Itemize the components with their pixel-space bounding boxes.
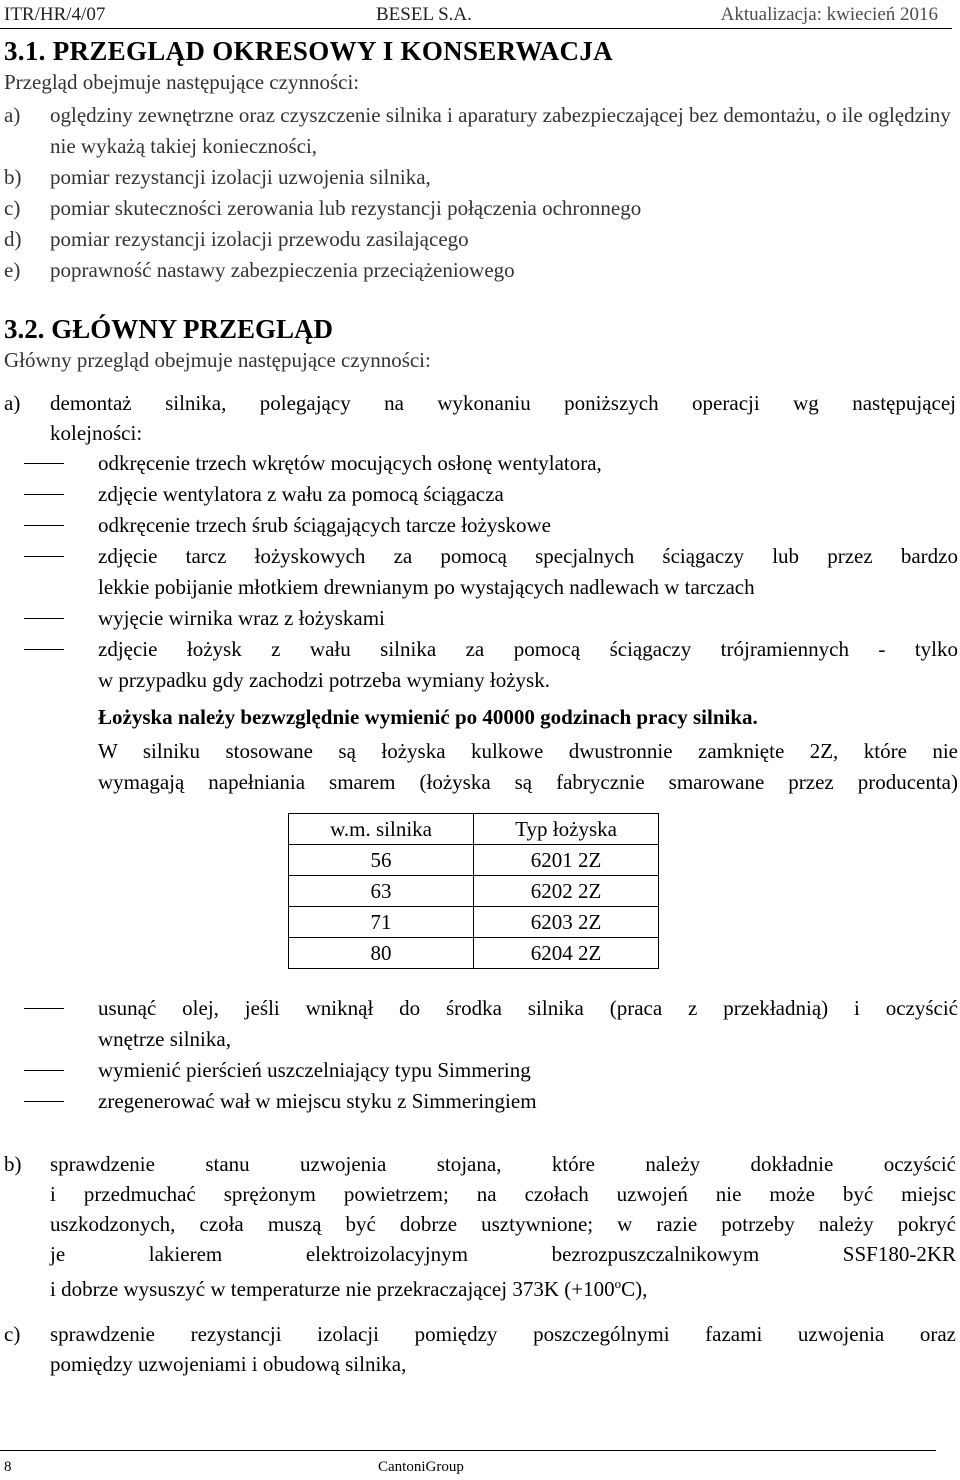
bearing-table — [288, 813, 659, 969]
table-cell: 6203 2Z — [474, 907, 659, 938]
list-item — [4, 224, 954, 255]
degree-superscript: o — [614, 1276, 622, 1291]
footer-divider — [0, 1450, 936, 1451]
doc-code: ITR/HR/4/07 — [4, 4, 106, 25]
page-number: 8 — [4, 1459, 12, 1475]
table-cell: 56 — [289, 845, 474, 876]
bearing-info-note — [98, 736, 958, 798]
item-c-line: pomiędzy uzwojeniami i obudową silnika, — [50, 1352, 407, 1376]
list-marker: a) — [4, 391, 21, 415]
step-text: zdjęcie wentylatora z wału za pomocą ściągacza — [98, 482, 504, 506]
footer-company: CantoniGroup — [378, 1459, 464, 1475]
step-item — [24, 541, 958, 603]
list-item-text: oględziny zewnętrzne oraz czyszczenie silnika i aparatury zabezpieczającej bez demontażu, o ile oględziny nie wykażą takiej konieczności, — [50, 103, 951, 158]
list-item — [4, 162, 954, 193]
step-text: odkręcenie trzech wkrętów mocujących osłonę wentylatora, — [98, 451, 602, 475]
step-text-continued: wnętrze silnika, — [98, 1027, 231, 1051]
step-text-continued: lekkie pobijanie młotkiem drewnianym po wystających nadlewach w tarczach — [98, 575, 755, 599]
column-header: w.m. silnika — [289, 814, 474, 845]
step-text: zdjęcie łożysk z wału silnika za pomocą ściągaczy trójramiennych - tylko — [98, 637, 958, 661]
step-text: zdjęcie tarcz łożyskowych za pomocą specjalnych ściągaczy lub przez bardzo — [98, 544, 958, 568]
section-2-intro: Główny przegląd obejmuje następujące czynności: — [4, 348, 431, 372]
item-a — [4, 388, 956, 448]
column-header: Typ łożyska — [474, 814, 659, 845]
item-b-line: sprawdzenie stanu uzwojenia stojana, które należy dokładnie oczyścić — [50, 1152, 956, 1176]
item-b-line — [50, 1269, 956, 1304]
item-a-line: demontaż silnika, polegający na wykonaniu poniższych operacji wg następującej — [50, 391, 956, 415]
dash-bullet — [24, 1070, 64, 1071]
list-marker: a) — [4, 103, 21, 127]
table-row — [289, 907, 659, 938]
list-marker: d) — [4, 227, 22, 251]
list-item-text: pomiar rezystancji izolacji uzwojenia silnika, — [50, 165, 431, 189]
dash-bullet — [24, 556, 64, 557]
disassembly-steps — [24, 448, 958, 696]
section-1-list — [4, 100, 954, 286]
section-1-intro: Przegląd obejmuje następujące czynności: — [4, 70, 360, 94]
table-cell: 80 — [289, 938, 474, 969]
dash-bullet — [24, 618, 64, 619]
step-text: wymienić pierścień uszczelniający typu Simmering — [98, 1058, 531, 1082]
dash-bullet — [24, 1101, 64, 1102]
step-item — [24, 479, 958, 510]
item-b-text: i dobrze wysuszyć w temperaturze nie przekraczającej 373K (+100 — [50, 1277, 615, 1301]
table-row — [289, 876, 659, 907]
dash-bullet — [24, 463, 64, 464]
item-b — [4, 1149, 956, 1304]
maintenance-steps — [24, 993, 958, 1117]
list-item-text: pomiar skuteczności zerowania lub rezystancji połączenia ochronnego — [50, 196, 642, 220]
table-cell: 71 — [289, 907, 474, 938]
header-company: BESEL S.A. — [376, 4, 472, 25]
step-text: zregenerować wał w miejscu styku z Simmeringiem — [98, 1089, 537, 1113]
list-marker: c) — [4, 1322, 21, 1346]
step-item — [24, 510, 958, 541]
list-item-text: poprawność nastawy zabezpieczenia przeciążeniowego — [50, 258, 515, 282]
list-item — [4, 100, 954, 162]
list-item-text: pomiar rezystancji izolacji przewodu zasilającego — [50, 227, 469, 251]
table-cell: 63 — [289, 876, 474, 907]
dash-bullet — [24, 494, 64, 495]
table-cell: 6201 2Z — [474, 845, 659, 876]
table-cell: 6204 2Z — [474, 938, 659, 969]
step-text: usunąć olej, jeśli wniknął do środka silnika (praca z przekładnią) i oczyścić — [98, 996, 958, 1020]
item-b-line: je lakierem elektroizolacyjnym bezrozpuszczalnikowym SSF180-2KR — [50, 1242, 956, 1266]
list-marker: b) — [4, 165, 22, 189]
item-b-text: C), — [621, 1277, 648, 1301]
section-1-title: 3.1. PRZEGLĄD OKRESOWY I KONSERWACJA — [4, 36, 613, 66]
table-cell: 6202 2Z — [474, 876, 659, 907]
step-item — [24, 1086, 958, 1117]
step-text: wyjęcie wirnika wraz z łożyskami — [98, 606, 385, 630]
list-marker: b) — [4, 1152, 22, 1176]
list-marker: c) — [4, 196, 21, 220]
note-line: wymagają napełniania smarem (łożyska są fabrycznie smarowane przez producenta) — [98, 770, 958, 794]
update-date: Aktualizacja: kwiecień 2016 — [720, 4, 938, 25]
item-a-line: kolejności: — [50, 421, 143, 445]
table-header-row — [289, 814, 659, 845]
step-text: odkręcenie trzech śrub ściągających tarcze łożyskowe — [98, 513, 552, 537]
dash-bullet — [24, 649, 64, 650]
step-text-continued: w przypadku gdy zachodzi potrzeba wymiany łożysk. — [98, 668, 550, 692]
step-item — [24, 634, 958, 696]
table-row — [289, 938, 659, 969]
header-divider — [0, 28, 952, 29]
step-item — [24, 448, 958, 479]
dash-bullet — [24, 525, 64, 526]
step-item — [24, 603, 958, 634]
section-2-title: 3.2. GŁÓWNY PRZEGLĄD — [4, 314, 334, 344]
item-c — [4, 1319, 956, 1379]
note-line: W silniku stosowane są łożyska kulkowe dwustronnie zamknięte 2Z, które nie — [98, 739, 958, 763]
list-item — [4, 193, 954, 224]
list-marker: e) — [4, 258, 21, 282]
list-item — [4, 255, 954, 286]
table-row — [289, 845, 659, 876]
step-item — [24, 1055, 958, 1086]
page-header — [0, 2, 960, 28]
item-b-line: i przedmuchać sprężonym powietrzem; na czołach uzwojeń nie może być miejsc — [50, 1182, 956, 1206]
dash-bullet — [24, 1008, 64, 1009]
bearing-replacement-note: Łożyska należy bezwzględnie wymienić po 40000 godzinach pracy silnika. — [98, 705, 758, 729]
item-c-line: sprawdzenie rezystancji izolacji pomiędzy poszczególnymi fazami uzwojenia oraz — [50, 1322, 956, 1346]
step-item — [24, 993, 958, 1055]
item-b-line: uszkodzonych, czoła muszą być dobrze usztywnione; w razie potrzeby należy pokryć — [50, 1212, 956, 1236]
